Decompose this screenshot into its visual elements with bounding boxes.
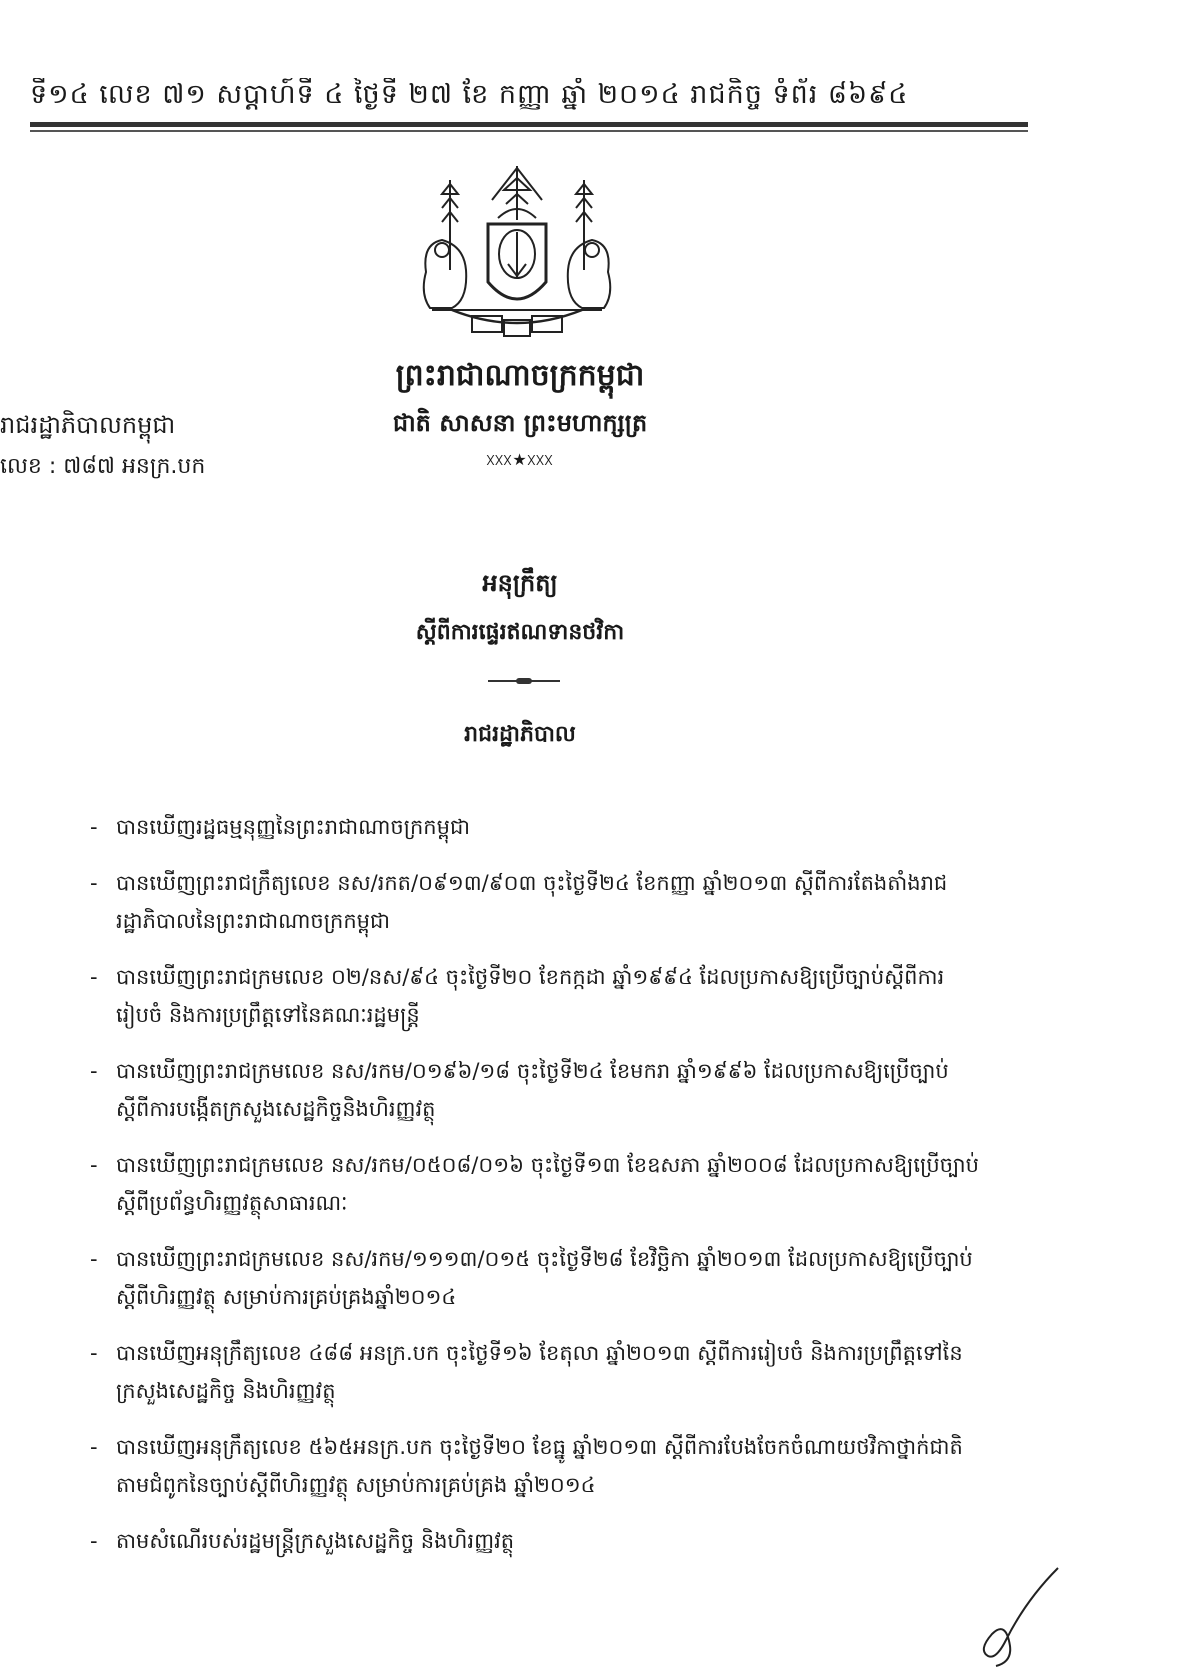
- document-subject: ស្តីពីការផ្ទេរឥណទានថវិកា: [415, 620, 625, 645]
- header-rule-thin: [30, 130, 1028, 132]
- title-divider: [488, 680, 560, 682]
- dash-bullet: -: [90, 1435, 98, 1459]
- dash-bullet: -: [90, 1341, 98, 1365]
- kingdom-heading: ព្រះរាជាណាចក្រកម្ពុជា: [395, 358, 645, 393]
- national-motto: ជាតិ សាសនា ព្រះមហាក្សត្រ: [392, 409, 648, 437]
- document-number: លេខ : ៧៨៧ អនក្រ.បក: [0, 454, 206, 479]
- clause-text: បានឃើញព្រះរាជក្រមលេខ នស/រកម/០៥០៨/០១៦ ចុះថ្ងៃទី១៣ ខែឧសភា ឆ្នាំ២០០៨ ដែលប្រកាសឱ្យប្រើច្បាប់ស្តីពីប្រព័ន្ធហិរញ្ញវត្ថុសាធារណៈ: [116, 1153, 979, 1215]
- clause-item: [90, 1334, 980, 1410]
- royal-arms-of-cambodia-icon: [412, 160, 622, 360]
- handwritten-initial-icon: [966, 1560, 1066, 1670]
- clause-item: [90, 864, 980, 940]
- clause-item: [90, 1146, 980, 1222]
- dash-bullet: -: [90, 965, 98, 989]
- dash-bullet: -: [90, 1529, 98, 1553]
- clause-item: [90, 808, 980, 846]
- dash-bullet: -: [90, 871, 98, 895]
- ornament-divider: ᳵᳵᳵ★ᳵᳵᳵ: [486, 450, 554, 469]
- clause-item: [90, 958, 980, 1034]
- clause-item: [90, 1052, 980, 1128]
- clause-item: [90, 1428, 980, 1504]
- dash-bullet: -: [90, 1059, 98, 1083]
- dash-bullet: -: [90, 1153, 98, 1177]
- clause-text: បានឃើញអនុក្រឹត្យលេខ ៥៦៥អនក្រ.បក ចុះថ្ងៃទី២០ ខែធ្នូ ឆ្នាំ២០១៣ ស្តីពីការបែងចែកចំណាយថវិកាថ្នាក់ជាតិ តាមជំពូកនៃច្បាប់ស្តីពីហិរញ្ញវត្ថុ សម្រាប់ការគ្រប់គ្រង ឆ្នាំ២០១៤: [116, 1435, 963, 1497]
- clause-text: បានឃើញព្រះរាជក្រមលេខ នស/រកម/០១៩៦/១៨ ចុះថ្ងៃទី២៤ ខែមករា ឆ្នាំ១៩៩៦ ដែលប្រកាសឱ្យប្រើច្បាប់ស្តីពីការបង្កើតក្រសួងសេដ្ឋកិច្ចនិងហិរញ្ញវត្ថុ: [116, 1059, 949, 1121]
- clause-text: បានឃើញព្រះរាជក្រឹត្យលេខ នស/រកត/០៩១៣/៩០៣ ចុះថ្ងៃទី២៤ ខែកញ្ញា ឆ្នាំ២០១៣ ស្តីពីការតែងតាំងរាជរដ្ឋាភិបាលនៃព្រះរាជាណាចក្រកម្ពុជា: [116, 871, 948, 933]
- header-rule: [30, 122, 1028, 127]
- clause-text: បានឃើញព្រះរាជក្រមលេខ នស/រកម/១១១៣/០១៥ ចុះថ្ងៃទី២៨ ខែវិច្ឆិកា ឆ្នាំ២០១៣ ដែលប្រកាសឱ្យប្រើច្បាប់ស្តីពីហិរញ្ញវត្ថុ សម្រាប់ការគ្រប់គ្រងឆ្នាំ២០១៤: [116, 1247, 973, 1309]
- preamble-clauses: [90, 808, 980, 1578]
- clause-text: បានឃើញរដ្ឋធម្មនុញ្ញនៃព្រះរាជាណាចក្រកម្ពុជា: [116, 815, 470, 839]
- clause-text: តាមសំណើរបស់រដ្ឋមន្ត្រីក្រសួងសេដ្ឋកិច្ច និងហិរញ្ញវត្ថុ: [116, 1529, 515, 1553]
- document-type-title: អនុក្រឹត្យ: [482, 569, 558, 597]
- clause-text: បានឃើញអនុក្រឹត្យលេខ ៤៨៨ អនក្រ.បក ចុះថ្ងៃទី១៦ ខែតុលា ឆ្នាំ២០១៣ ស្តីពីការរៀបចំ និងការប្រព្រឹត្តទៅនៃក្រសួងសេដ្ឋកិច្ច និងហិរញ្ញវត្ថុ: [116, 1341, 963, 1403]
- clause-item: [90, 1522, 980, 1560]
- issuing-office: រាជរដ្ឋាភិបាលកម្ពុជា: [0, 411, 176, 439]
- running-head: ទី១៤ លេខ ៧១ សប្តាហ៍ទី ៤ ថ្ងៃទី ២៧ ខែ កញ្ញា ឆ្នាំ ២០១៤ រាជកិច្ច ទំព័រ ៨៦៩៤: [30, 79, 909, 110]
- clause-text: បានឃើញព្រះរាជក្រមលេខ ០២/នស/៩៤ ចុះថ្ងៃទី២០ ខែកក្កដា ឆ្នាំ១៩៩៤ ដែលប្រកាសឱ្យប្រើច្បាប់ស្តីពីការរៀបចំ និងការប្រព្រឹត្តទៅនៃគណៈរដ្ឋមន្ត្រី: [116, 965, 945, 1027]
- dash-bullet: -: [90, 815, 98, 839]
- issuer-heading: រាជរដ្ឋាភិបាល: [464, 722, 576, 747]
- clause-item: [90, 1240, 980, 1316]
- dash-bullet: -: [90, 1247, 98, 1271]
